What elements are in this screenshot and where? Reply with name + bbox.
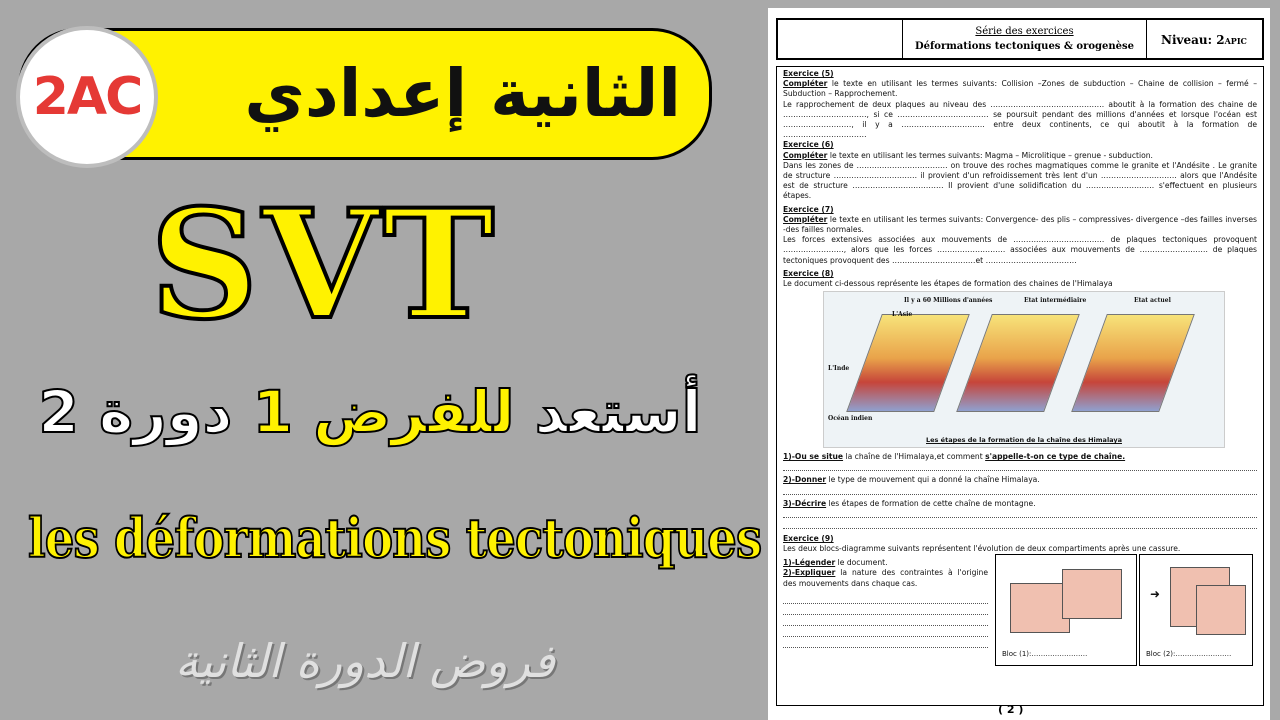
answer-line[interactable] (783, 509, 1257, 518)
badge-text: 2AC (32, 67, 142, 127)
ex8-q1-tail: s'appelle-t-on ce type de chaîne. (985, 452, 1126, 462)
answer-line[interactable] (783, 628, 988, 637)
ex9-question-2 (783, 568, 988, 588)
exercise-7-title: Exercice (7) (783, 204, 834, 214)
banner-title: الثانية إعدادي (244, 55, 681, 132)
ex9-q2-verb: 2)-Expliquer (783, 568, 836, 578)
subtitle-part-3: دورة 2 (38, 378, 253, 446)
header-empty-cell (778, 20, 903, 58)
ex7-verb: Compléter (783, 214, 828, 224)
ex9-q1-text: le document. (835, 558, 888, 568)
subtitle-part-2: للفرض 1 (252, 378, 515, 446)
ex9-question-1 (783, 558, 988, 568)
subject-title: SVT (150, 177, 499, 353)
exercise-9-area (783, 554, 1257, 674)
answer-line[interactable] (783, 606, 988, 615)
block-stage-1 (846, 314, 970, 412)
bloc-1-label: Bloc (1):…………………… (1002, 650, 1088, 659)
answer-line[interactable] (783, 462, 1257, 471)
ex7-text1: le texte en utilisant les termes suivants: Convergence- des plis – compressives- divergence –des failles inverses -des failles normales. (783, 214, 1257, 235)
answer-line[interactable] (783, 486, 1257, 495)
exercise-6-instructions (783, 151, 1257, 161)
fig-label-current: Etat actuel (1134, 297, 1171, 305)
footer-arabic: فروض الدورة الثانية (175, 634, 555, 688)
ex9-q2-text: la nature des contraintes à l'origine des mouvements dans chaque cas. (783, 568, 988, 588)
block-diagram-1 (995, 554, 1137, 666)
bloc1-right-compartment (1062, 569, 1122, 619)
niveau-label: Niveau: 2 (1161, 33, 1225, 47)
header-title-cell (903, 20, 1147, 58)
figure-caption: Les étapes de la formation de la chaîne des Himalaya (926, 436, 1122, 445)
fig-label-60ma: Il y a 60 Millions d'années (904, 297, 993, 305)
ex5-verb: Compléter (783, 79, 828, 89)
niveau-cell (1147, 20, 1262, 58)
worksheet-body (776, 66, 1264, 706)
bloc-2-label: Bloc (2):…………………… (1146, 650, 1232, 659)
himalaya-figure (823, 291, 1225, 448)
ex8-q1-text: la chaîne de l'Himalaya,et comment (843, 452, 986, 462)
ex8-q3-text: les étapes de formation de cette chaîne de montagne. (826, 498, 1036, 508)
ex8-question-2 (783, 475, 1257, 485)
exercise-7-text: Les forces extensives associées aux mouvements de ……………………………… de plaques tectoniques provoquent ……………………, alors que les forces ……………………… associées aux mouvements de ……………………… de plaques tectoniques provoquent des ……………………………et ……………………………… (783, 235, 1257, 265)
ex8-q2-verb: 2)-Donner (783, 475, 827, 485)
ex8-q3-verb: 3)-Décrire (783, 498, 827, 508)
french-subtitle: les déformations tectoniques (28, 506, 762, 570)
ex6-verb: Compléter (783, 150, 828, 160)
ex8-question-1 (783, 452, 1257, 462)
bloc2-right-compartment (1196, 585, 1246, 635)
worksheet-page (768, 8, 1270, 720)
fig-label-inde: L'Inde (828, 365, 850, 373)
fig-label-asie: L'Asie (892, 311, 913, 319)
ex8-question-3 (783, 499, 1257, 509)
subtitle-part-1: أستعد (514, 378, 702, 446)
exercise-5-instructions (783, 79, 1257, 99)
bloc1-left-compartment (1010, 583, 1070, 633)
block-stage-3 (1071, 314, 1195, 412)
exercise-5-text: Le rapprochement de deux plaques au niveau des ……………………………………… aboutit à la formation des chaine de ……………………………, si ce ……………………………… se poursuit pendant des millions d'années et lorsque l'océan est ………………………, il y a …………………………… entre deux continents, ce qui aboutit à la formation de …………………………… (783, 99, 1257, 140)
exercise-5-title: Exercice (5) (783, 69, 834, 78)
exercise-8-text: Le document ci-dessous représente les étapes de formation des chaines de l'Himalaya (783, 279, 1113, 289)
ex9-q1-verb: 1)-Légender (783, 558, 836, 568)
ex9-questions (783, 554, 988, 650)
worksheet-header (776, 18, 1264, 60)
exercise-9-title: Exercice (9) (783, 533, 834, 543)
answer-line[interactable] (783, 617, 988, 626)
exercise-6-title: Exercice (6) (783, 140, 834, 150)
answer-line[interactable] (783, 595, 988, 604)
ex5-text1: le texte en utilisant les termes suivants: Collision –Zones de subduction – Chaine de collision – fermé – Subduction – Rapprochement. (783, 79, 1257, 99)
exercise-7-instructions (783, 215, 1257, 235)
exercise-6-text: Dans les zones de ……………………………… on trouve des roches magmatiques comme le granite et l'Andésite . Le granite de structure …………………………… il provient d'un refroidissement très lent d'un ………………………… alors que l'Andésite est de structure ……………………………… Il provient d'une solidification du ……………………… s'effectuent en plusieurs étapes. (783, 160, 1257, 201)
exercise-9-text: Les deux blocs-diagramme suivants représentent l'évolution de deux compartiments après une cassure. (783, 544, 1181, 554)
serie-label: Série des exercices (975, 26, 1074, 37)
fig-label-intermediate: Etat intermédiaire (1024, 297, 1087, 305)
arabic-subtitle (10, 372, 730, 452)
ex8-q1-verb: 1)-Ou se situe (783, 452, 844, 462)
niveau-suffix: APIC (1224, 36, 1247, 46)
level-badge (16, 26, 158, 168)
arrow-icon: ➜ (1150, 587, 1161, 602)
ex8-q2-text: le type de mouvement qui a donné la chaîne Himalaya. (826, 475, 1040, 485)
topic-label: Déformations tectoniques & orogenèse (914, 41, 1135, 52)
page-number: ( 2 ) (998, 703, 1024, 716)
answer-line[interactable] (783, 520, 1257, 529)
exercise-8-title: Exercice (8) (783, 268, 834, 278)
fig-label-ocean: Océan indien (828, 415, 873, 423)
answer-line[interactable] (783, 639, 988, 648)
ex6-text1: le texte en utilisant les termes suivants: Magma – Microlitique – grenue - subduction. (827, 150, 1153, 160)
block-stage-2 (956, 314, 1080, 412)
block-diagram-2 (1139, 554, 1253, 666)
